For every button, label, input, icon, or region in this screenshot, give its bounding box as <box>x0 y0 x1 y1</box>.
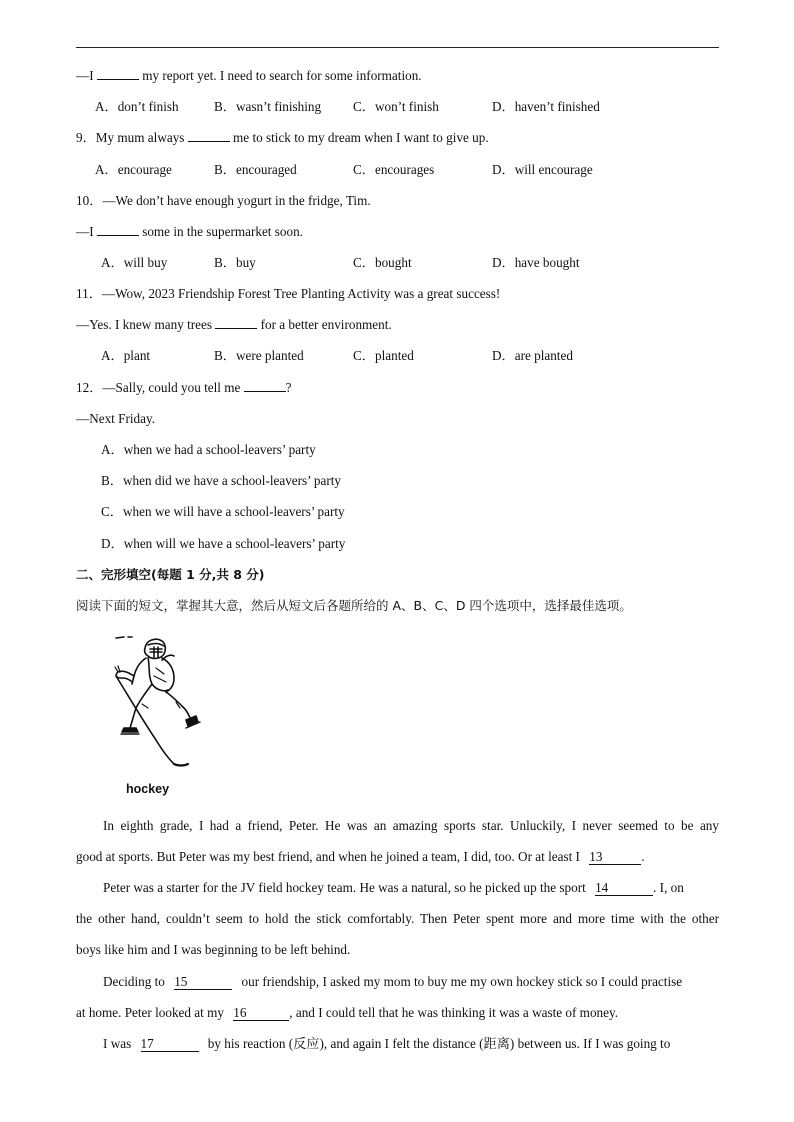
q11-option-a[interactable]: A．plant <box>101 348 151 363</box>
passage-text: . I, on <box>653 880 684 895</box>
passage-line: the other hand, couldn’t seem to hold the stick comfortably. Then Peter spent more and more time with the other <box>76 911 719 927</box>
section-instruction: 阅读下面的短文，掌握其大意，然后从短文后各题所给的 A、B、C、D 四个选项中，选择最佳选项。 <box>76 598 632 613</box>
q11-line-end: for a better environment. <box>260 317 392 332</box>
blank-15[interactable]: 15 <box>174 975 232 990</box>
q12-option-b[interactable]: B．when did we have a school-leavers’ party <box>101 473 341 488</box>
header-rule <box>76 47 719 48</box>
q12-blank <box>244 379 286 392</box>
q11-line-start: —Yes. I knew many trees <box>76 317 213 332</box>
q12-stem-end: ? <box>285 380 292 395</box>
q9-stem <box>76 129 489 147</box>
q10-option-a[interactable]: A．will buy <box>101 255 168 270</box>
passage-text: by his reaction (反应), and again I felt the distance (距离) between us. If I was going to <box>207 1036 671 1051</box>
hockey-player-icon <box>112 632 202 772</box>
blank-17[interactable]: 17 <box>141 1037 199 1052</box>
q11-answer-line <box>76 316 392 334</box>
q10-option-b[interactable]: B．buy <box>214 255 256 270</box>
passage-text: at home. Peter looked at my <box>76 1005 224 1021</box>
q10-option-d[interactable]: D．have bought <box>492 255 580 270</box>
passage-paragraph-4 <box>76 1028 719 1059</box>
section-title: 二、完形填空(每题 1 分,共 8 分) <box>76 567 265 582</box>
q9-option-c[interactable]: C．encourages <box>353 162 435 177</box>
q12-stem-start: 12．—Sally, could you tell me <box>76 380 241 395</box>
q8-option-a[interactable]: A．don’t finish <box>95 99 179 114</box>
passage-line: In eighth grade, I had a friend, Peter. He was an amazing sports star. Unluckily, I never seemed to be any <box>103 818 719 833</box>
passage-line: boys like him and I was beginning to be left behind. <box>76 942 351 958</box>
q8-option-b[interactable]: B．wasn’t finishing <box>214 99 322 114</box>
q12-option-d[interactable]: D．when will we have a school-leavers’ party <box>101 536 346 551</box>
q10-blank <box>97 223 139 236</box>
passage-line <box>76 872 719 903</box>
q10-line-end: some in the supermarket soon. <box>142 224 303 239</box>
q9-stem-end: me to stick to my dream when I want to give up. <box>233 130 489 145</box>
q10-line-start: —I <box>76 224 94 239</box>
passage-line <box>76 1028 719 1059</box>
passage-text: I was <box>103 1036 132 1051</box>
q8-line-start: —I <box>76 68 94 83</box>
q12-stem <box>76 379 292 397</box>
q9-stem-start: 9．My mum always <box>76 130 185 145</box>
q8-answer-line <box>76 67 422 85</box>
q8-line-end: my report yet. I need to search for some information. <box>142 68 422 83</box>
blank-16[interactable]: 16 <box>233 1006 289 1021</box>
q11-option-b[interactable]: B．were planted <box>214 348 304 363</box>
passage-text: Deciding to <box>103 974 165 989</box>
passage-line <box>76 997 719 1028</box>
q8-option-c[interactable]: C．won’t finish <box>353 99 439 114</box>
passage-text: Peter was a starter for the JV field hockey team. He was a natural, so he picked up the sport <box>103 880 586 895</box>
q9-option-d[interactable]: D．will encourage <box>492 162 593 177</box>
q9-blank <box>188 129 230 142</box>
passage-paragraph-1 <box>76 810 719 872</box>
q9-option-b[interactable]: B．encouraged <box>214 162 297 177</box>
passage-paragraph-3 <box>76 966 719 1028</box>
q11-stem: 11．—Wow, 2023 Friendship Forest Tree Planting Activity was a great success! <box>76 286 501 301</box>
passage-text: good at sports. But Peter was my best friend, and when he joined a team, I did, too. Or at least I <box>76 849 580 865</box>
q10-answer-line <box>76 223 303 241</box>
figure-label: hockey <box>126 782 170 796</box>
q11-option-c[interactable]: C．planted <box>353 348 414 363</box>
hockey-player-illustration <box>112 632 202 772</box>
passage-text: , and I could tell that he was thinking it was a waste of money. <box>289 1005 619 1021</box>
q8-blank <box>97 67 139 80</box>
passage-line <box>76 841 719 872</box>
q11-option-d[interactable]: D．are planted <box>492 348 573 363</box>
q12-option-a[interactable]: A．when we had a school-leavers’ party <box>101 442 316 457</box>
q12-reply: —Next Friday. <box>76 411 155 426</box>
period: . <box>641 849 645 865</box>
passage-text: our friendship, I asked my mom to buy me my own hockey stick so I could practise <box>241 974 683 989</box>
blank-13[interactable]: 13 <box>589 850 641 865</box>
q12-option-c[interactable]: C．when we will have a school-leavers’ party <box>101 504 345 519</box>
q10-option-c[interactable]: C．bought <box>353 255 412 270</box>
q10-stem: 10．—We don’t have enough yogurt in the fridge, Tim. <box>76 193 371 208</box>
q9-option-a[interactable]: A．encourage <box>95 162 172 177</box>
passage-line <box>76 966 719 997</box>
blank-14[interactable]: 14 <box>595 881 653 896</box>
q8-option-d[interactable]: D．haven’t finished <box>492 99 600 114</box>
passage-paragraph-2 <box>76 872 719 966</box>
q11-blank <box>215 316 257 329</box>
